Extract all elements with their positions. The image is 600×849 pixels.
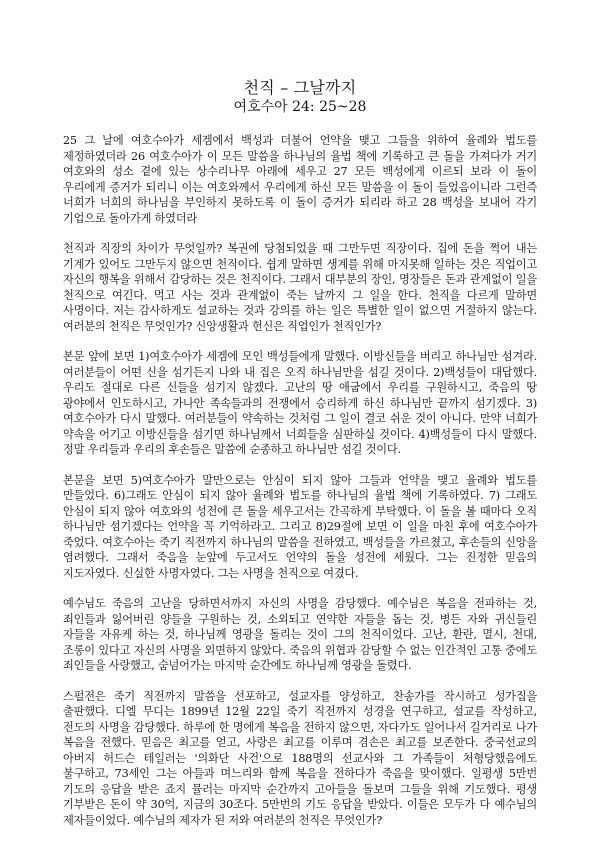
body-paragraph: 본문을 보면 5)여호수아가 말만으로는 안심이 되지 않아 그들과 언약을 맺고 율례와 법도를 만들었다. 6)그래도 안심이 되지 않아 율례와 법도를 하나님의 율법 책에 기록하였다. 7) 그래도 안심이 되지 않아 여호와의 성전에 큰 돌을 세우고서는 간곡하게 부탁했다. 이 돌을 볼 때마다 오직 하나님만 섬기겠다는 언약을 꼭 기억하라고. 그리고 8)29절에 보면 이 일을 마친 후에 여호수아가 죽었다. 여호수아는 죽기 직전까지 하나님의 말씀을 전하였고, 백성들을 가르쳤고, 후손들의 신앙을 염려했다. 그래서 죽음을 눈앞에 두고서도 언약의 돌을 성전에 세웠다. 그는 진정한 믿음의 지도자였다. 신실한 사명자였다. 그는 사명을 천직으로 여겼다. [63, 473, 537, 580]
body-paragraph: 예수님도 죽음의 고난을 당하면서까지 자신의 사명을 감당했다. 예수님은 복음을 전파하는 것, 죄인들과 잃어버린 양들을 구원하는 것, 소외되고 연약한 자들을 돕는 것, 병든 자와 귀신들린 자들을 자유케 하는 것, 하나님께 영광을 돌리는 것이 그의 천직이었다. 고난, 환란, 멸시, 천대, 조롱이 있다고 자신의 사명을 외면하지 않았다. 죽음의 위협과 감당할 수 없는 인간적인 고통 중에도 죄인들을 사랑했고, 숨넘어가는 마지막 순간에도 하나님께 영광을 돌렸다. [63, 597, 537, 672]
scripture-passage: 25 그 날에 여호수아가 세겜에서 백성과 더불어 언약을 맺고 그들을 위하여 율례와 법도를 제정하였더라 26 여호수아가 이 모든 말씀을 하나님의 율법 책에 기록하고 큰 돌을 가져다가 거기 여호와의 성소 곁에 있는 상수리나무 아래에 세우고 27 모든 백성에게 이르되 보라 이 돌이 우리에게 증거가 되리니 이는 여호와께서 우리에게 하신 모든 말씀을 이 돌이 들었음이니라 그런즉 너희가 너희의 하나님을 부인하지 못하도록 이 돌이 증거가 되리라 하고 28 백성을 보내어 각기 기업으로 돌아가게 하였더라 [63, 134, 537, 225]
sermon-title: 천직 – 그날까지 [243, 78, 357, 97]
body-paragraph: 천직과 직장의 차이가 무엇일까? 복권에 당첨되었을 때 그만두면 직장이다. 집에 돈을 쩍어 내는 기계가 있어도 그만두지 않으면 천직이다. 쉽게 말하면 생계를 위해 마지못해 일하는 것은 직업이고 자신의 행복을 위해서 감당하는 것은 천직이다. 그래서 대부분의 장인, 명장들은 돈과 관계없이 일을 천직으로 여긴다. 먹고 사는 것과 관계없이 죽는 날까지 그 일을 한다. 천직을 다르게 말하면 사명이다. 저는 감사하게도 설교하는 것과 강의를 하는 일은 특별한 일이 없으면 거절하지 않는다. 여러분의 천직은 무엇인가? 신앙생활과 헌신은 직업인가 천직인가? [63, 242, 537, 333]
body-paragraph: 본문 앞에 보면 1)여호수아가 세겜에 모인 백성들에게 말했다. 이방신들을 버리고 하나님만 섬겨라. 여러분들이 어떤 신을 섬기든지 나와 내 집은 오직 하나님만을 섬길 것이다. 2)백성들이 대답했다. 우리도 절대로 다른 신들을 섬기지 않겠다. 고난의 땅 애굽에서 우리를 구원하시고, 죽음의 땅 광야에서 인도하시고, 가나안 족속들과의 전쟁에서 승리하게 하신 하나님만 끝까지 섬기겠다. 3)여호수아가 다시 말했다. 여러분들이 약속하는 것처럼 그 일이 결코 쉬운 것이 아니다. 만약 너희가 약속을 어기고 이방신들을 섬기면 하나님께서 너희들을 심판하실 것이다. 4)백성들이 다시 말했다. 정말 우리들과 우리의 후손들은 말씀에 순종하고 하나님만 섬길 것이다. [63, 350, 537, 456]
scripture-reference: 여호수아 24: 25~28 [233, 99, 367, 115]
body-paragraph: 스펄전은 죽기 직전까지 말씀을 선포하고, 설교자를 양성하고, 찬송가를 작시하고 성가집을 출판했다. 디엘 무디는 1899년 12월 22일 죽기 직전까지 성경을 연구하고, 설교를 작성하고, 전도의 사명을 감당했다. 하루에 한 명에게 복음을 전하지 않으면, 자다가도 일어나서 길거리로 나가 복음을 전했다. 믿음은 최고를 얻고, 사랑은 최고를 이루며 겸손은 최고를 보존한다. 중국선교의 아버지 허드슨 테일러는 '의화단 사건'으로 188명의 선교사와 그 가족들이 처형당했음에도 불구하고, 73세인 그는 아들과 며느리와 함께 복음을 전하다가 죽음을 맞이했다. 일평생 5만번 기도의 응답을 받은 죠지 뮬러는 마지막 순간까지 고아들을 돌보며 그들을 위해 기도했다. 평생 기부받은 돈이 약 30억, 지금의 30조다. 5만번의 기도 응답을 받았다. 이들은 모두가 다 예수님의 제자들이었다. 예수님의 제자가 된 저와 여러분의 천직은 무엇인가? [63, 689, 537, 827]
